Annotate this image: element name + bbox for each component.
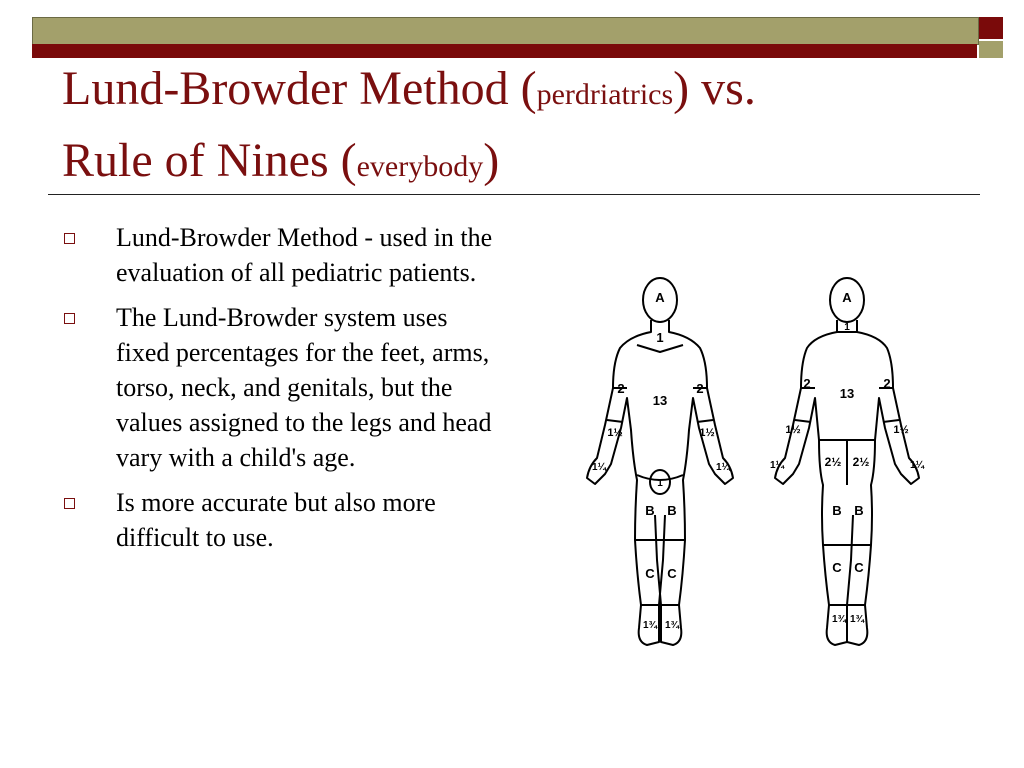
region-label: A bbox=[655, 290, 665, 305]
title-part: ) bbox=[483, 134, 500, 187]
region-label: 1¼ bbox=[910, 460, 924, 471]
region-label: 2 bbox=[803, 376, 811, 391]
region-label: 1¼ bbox=[716, 462, 730, 473]
bullet-text: Lund-Browder Method - used in the evaluation of all pediatric patients. bbox=[116, 223, 493, 287]
region-label: 1¼ bbox=[770, 460, 784, 471]
title-part-small: everybody bbox=[356, 150, 484, 183]
region-label: 13 bbox=[652, 393, 668, 408]
region-label: 1½ bbox=[607, 427, 623, 439]
region-label: B bbox=[832, 503, 842, 518]
square-bullet-icon bbox=[64, 233, 75, 244]
region-label: B bbox=[645, 503, 655, 518]
slide-title bbox=[62, 56, 962, 200]
bullet-text: The Lund-Browder system uses fixed percentages for the feet, arms, torso, neck, and genitals, but the values assigned to the legs and head vary with a child's age. bbox=[116, 303, 492, 472]
title-divider bbox=[48, 194, 980, 195]
bullet-item bbox=[62, 485, 502, 555]
region-label: 1 bbox=[844, 322, 850, 333]
lund-browder-body-diagram bbox=[575, 270, 945, 660]
region-label: 1 bbox=[656, 330, 664, 345]
bullet-text: Is more accurate but also more difficult to use. bbox=[116, 488, 436, 552]
region-label: 2 bbox=[617, 381, 625, 396]
region-label: 2½ bbox=[852, 455, 870, 469]
region-label: 1¾ bbox=[832, 614, 846, 625]
region-label: 1½ bbox=[893, 424, 909, 436]
title-part: ) vs. bbox=[673, 62, 756, 115]
region-label: 1¾ bbox=[850, 614, 864, 625]
region-label: C bbox=[854, 560, 864, 575]
region-label: 1½ bbox=[785, 424, 801, 436]
back-body-outline bbox=[775, 278, 919, 645]
square-bullet-icon bbox=[64, 498, 75, 509]
region-label: 1¼ bbox=[592, 462, 606, 473]
title-part: Lund-Browder Method ( bbox=[62, 62, 537, 115]
corner-square-olive bbox=[979, 41, 1003, 58]
region-label: 2 bbox=[696, 381, 704, 396]
region-label: 1¾ bbox=[643, 620, 657, 631]
region-label: B bbox=[667, 503, 677, 518]
region-label: C bbox=[645, 566, 655, 581]
region-label: C bbox=[832, 560, 842, 575]
header-bar-olive bbox=[32, 17, 979, 45]
region-label: A bbox=[842, 290, 852, 305]
title-part: Rule of Nines ( bbox=[62, 134, 357, 187]
region-label: 2 bbox=[883, 376, 891, 391]
square-bullet-icon bbox=[64, 313, 75, 324]
bullet-item bbox=[62, 300, 502, 475]
region-label: B bbox=[854, 503, 864, 518]
corner-square-maroon bbox=[979, 17, 1003, 39]
region-label: C bbox=[667, 566, 677, 581]
bullet-list bbox=[62, 220, 502, 565]
region-label: 1 bbox=[657, 478, 663, 489]
region-label: 13 bbox=[839, 386, 855, 401]
region-label: 1½ bbox=[699, 427, 715, 439]
region-label: 2½ bbox=[824, 455, 842, 469]
region-label: 1¾ bbox=[665, 620, 679, 631]
title-part-small: perdriatrics bbox=[536, 78, 674, 111]
bullet-item bbox=[62, 220, 502, 290]
